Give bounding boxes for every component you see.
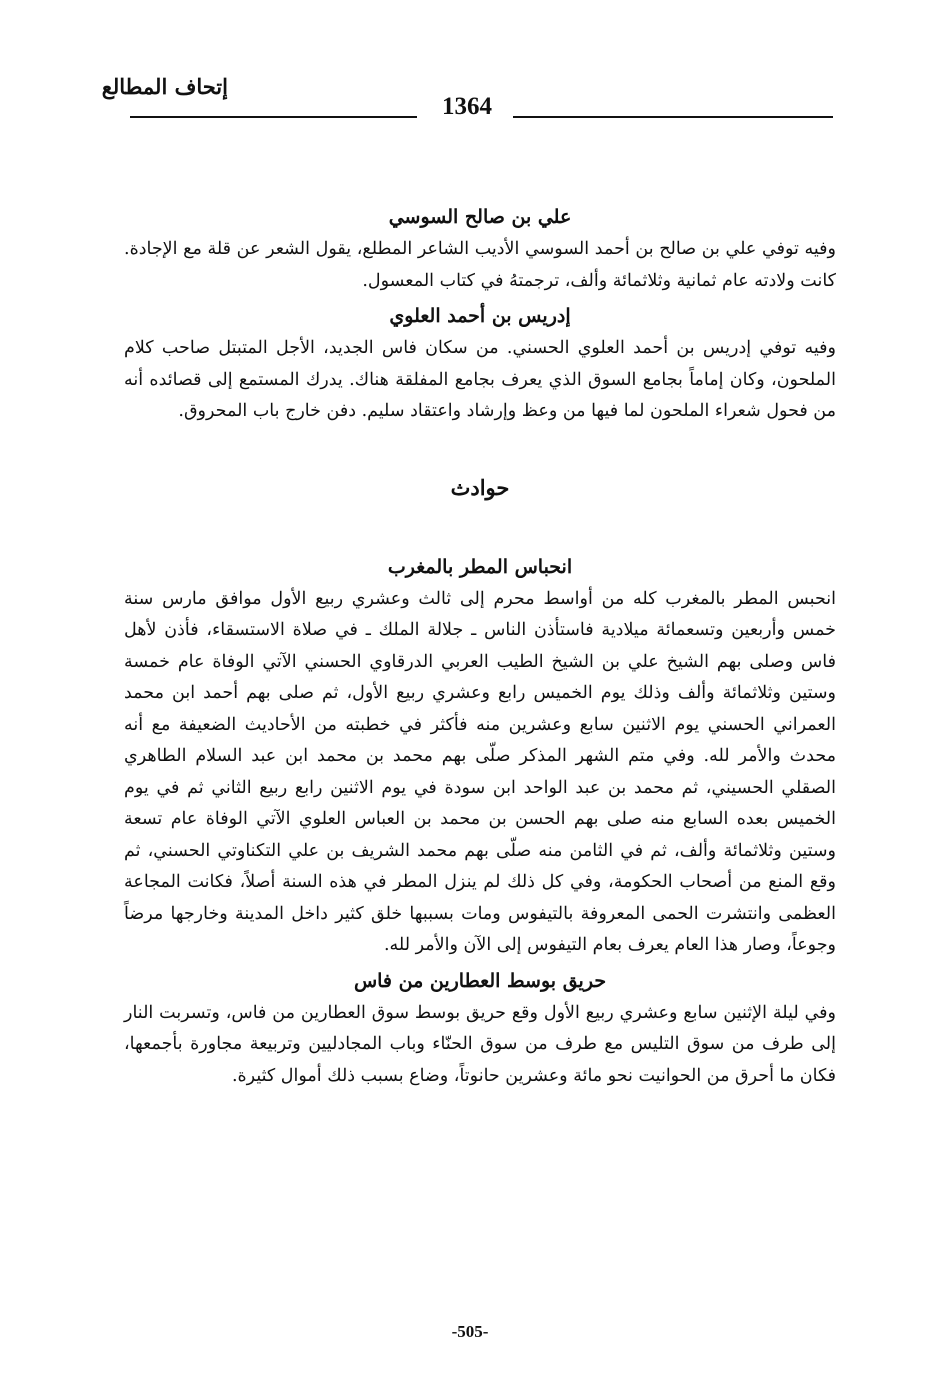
entry-heading: علي بن صالح السوسي <box>388 206 572 228</box>
event-heading: انحباس المطر بالمغرب <box>387 555 573 578</box>
header-rule-right <box>513 116 833 118</box>
entry-heading: إدريس بن أحمد العلوي <box>389 305 571 327</box>
running-title: إتحاف المطالع <box>101 74 228 99</box>
entry-text: وفيه توفي علي بن صالح بن أحمد السوسي الأديب الشاعر المطلع، يقول الشعر عن قلة مع الإجادة. كانت ولادته عام ثمانية وثلاثمائة وألف، ترجمتهُ في كتاب المعسول. <box>124 239 836 291</box>
year-heading: 1364 <box>442 93 492 120</box>
event-text: انحبس المطر بالمغرب كله من أواسط محرم إلى ثالث وعشري ربيع الأول موافق مارس سنة خمس وأربعين وتسعمائة ميلادية فاستأذن الناس ـ جلالة الملك ـ في صلاة الاستسقاء، فأذن لأهل فاس وصلى بهم الشيخ علي بن الشيخ الطيب العربي الدرقاوي الحسني الآتي الوفاة عام خمسة وستين وثلاثمائة وألف وذلك يوم الخميس رابع وعشري ربيع الأول، ثم صلى بهم أحمد ابن محمد العمراني الحسني يوم الاثنين سابع وعشرين منه فأكثر في خطبته من الأحاديث الضعيفة مع أنه محدث والأمر لله. وفي متم الشهر المذكر صلّى بهم محمد بن محمد ابن عبد السلام الطاهري الصقلي الحسيني، ثم محمد بن عبد الواحد ابن سودة في يوم الاثنين رابع ربيع الثاني ثم في يوم الخميس بعده السابع منه صلى بهم الحسن بن محمد بن العباس العلوي الآتي الوفاة عام تسعة وستين وثلاثمائة وألف، ثم في الثامن منه صلّى بهم محمد الشريف بن علي التكناوتي الحسني، ثم وقع المنع من أصحاب الحكومة، وفي كل ذلك لم ينزل المطر في هذه السنة أصلاً، فكانت المجاعة العظمى وانتشرت الحمى المعروفة بالتيفوس ومات بسببها خلق كثير داخل المدينة وخارجها مرضاً وجوعاً، وصار هذا العام يعرف بعام التيفوس إلى الآن والأمر لله. <box>124 588 836 955</box>
entry-text: وفيه توفي إدريس بن أحمد العلوي الحسني. من سكان فاس الجديد، الأجل المتبتل صاحب كلام الملحون، وكان إماماً بجامع السوق الذي يعرف بجامع المفلقة هناك. يدرك المستمع إلى قصائده أنه من فحول شعراء الملحون لما فيها من وعظ وإرشاد واعتقاد سليم. دفن خارج باب المحروق. <box>124 338 836 421</box>
page-number: -505- <box>451 1322 489 1341</box>
header-rule-left <box>130 116 417 118</box>
page-body <box>124 200 836 1092</box>
section-title: حوادث <box>450 474 510 500</box>
event-heading: حريق بوسط العطارين من فاس <box>353 969 607 992</box>
event-text: وفي ليلة الإثنين سابع وعشري ربيع الأول وقع حريق بوسط سوق العطارين من فاس، وتسربت النار إلى طرف من سوق التليس مع طرف من سوق الحنّاء وباب المجادليين وتربيعة مجاورة بأجمعها، فكان ما أحرق من الحوانيت نحو مائة وعشرين حانوتاً، وضاع بسبب ذلك أموال كثيرة. <box>124 1002 836 1086</box>
